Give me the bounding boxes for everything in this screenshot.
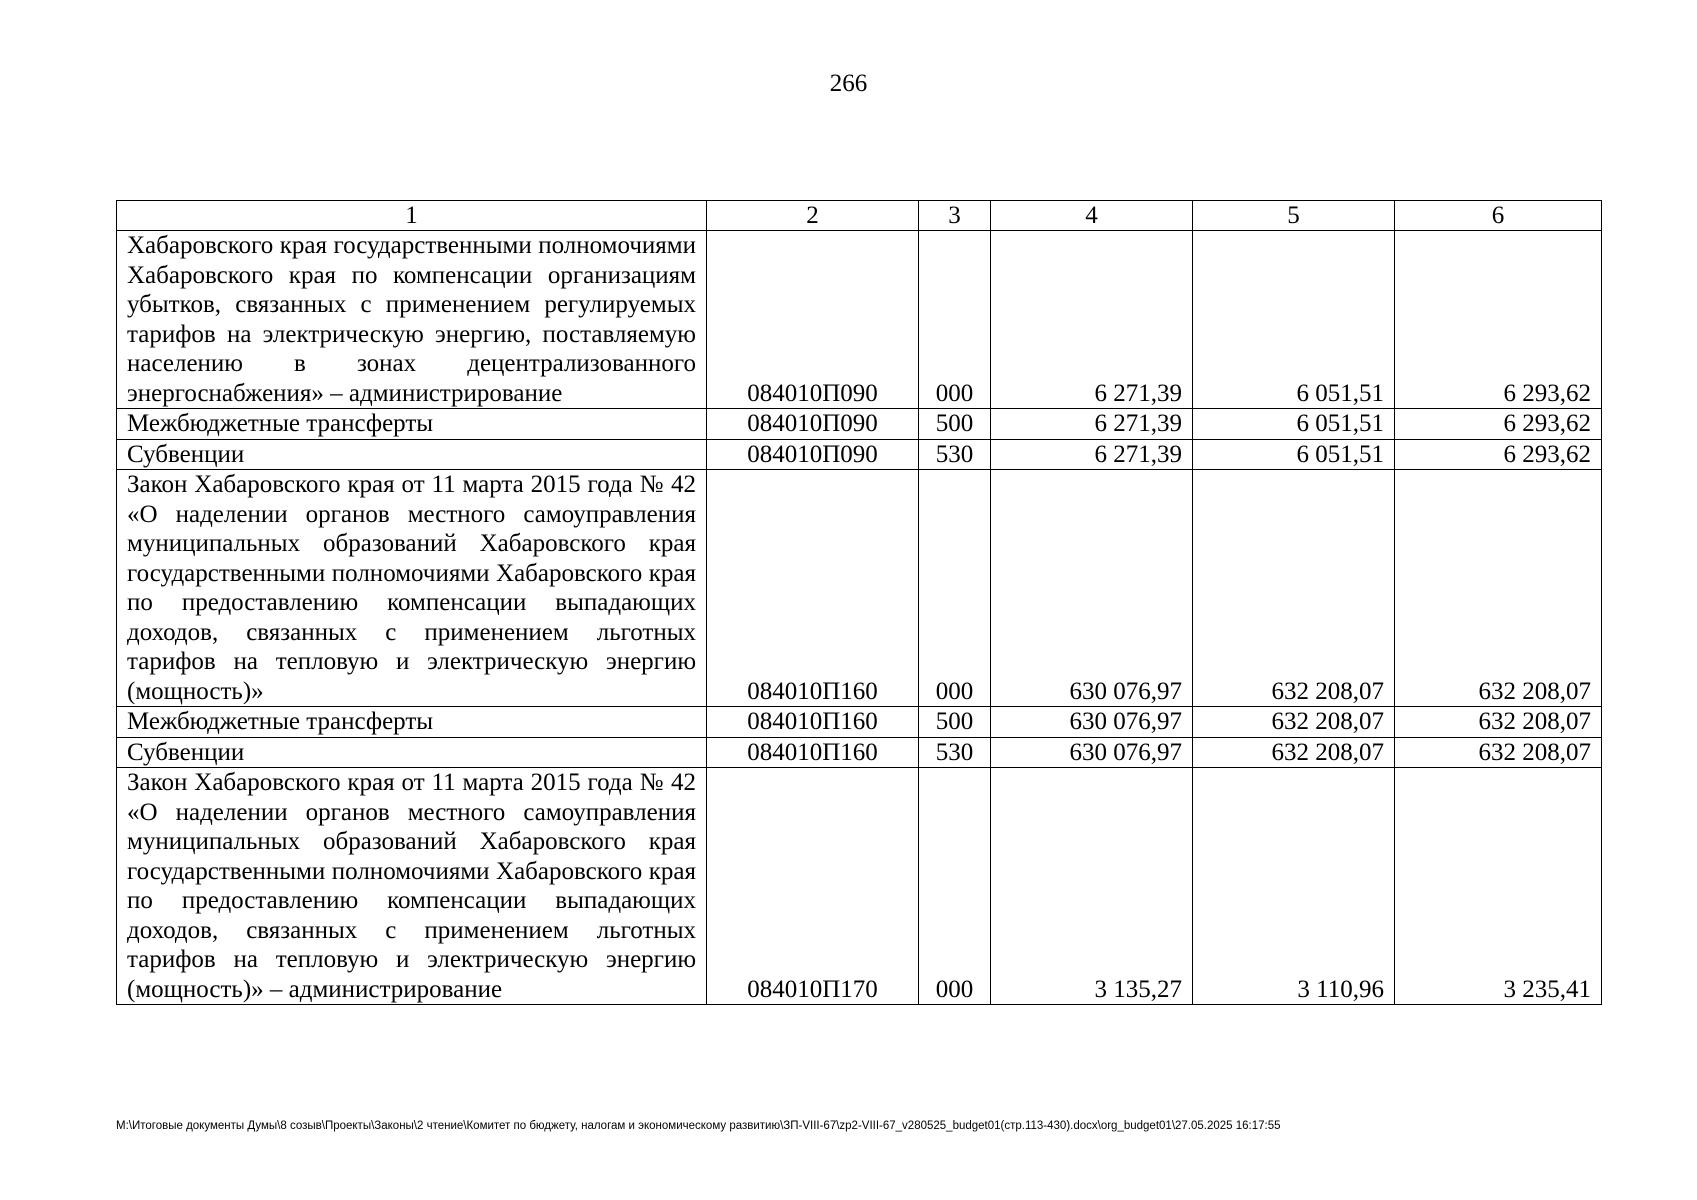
expense-type-code: 000 (919, 470, 991, 707)
budget-table (116, 200, 1602, 1005)
header-cell: 2 (707, 201, 919, 231)
table-row (117, 737, 1602, 768)
expense-type-code: 530 (919, 439, 991, 470)
row-description: Субвенции (117, 737, 707, 768)
amount-col4: 630 076,97 (991, 737, 1193, 768)
row-description: Хабаровского края государственными полномочиями Хабаровского края по компенсации организациям убытков, связанных с применением регулируемых тарифов на электрическую энергию, поставляемую населению в зонах децентрализованного энергоснабжения» – администрирование (117, 231, 707, 409)
target-article-code: 084010П160 (707, 707, 919, 738)
header-cell: 6 (1395, 201, 1602, 231)
target-article-code: 084010П090 (707, 439, 919, 470)
expense-type-code: 000 (919, 231, 991, 409)
amount-col5: 6 051,51 (1193, 231, 1395, 409)
expense-type-code: 500 (919, 409, 991, 440)
page-number: 266 (829, 70, 868, 97)
row-description: Межбюджетные трансферты (117, 409, 707, 440)
row-description: Закон Хабаровского края от 11 марта 2015 года № 42 «О наделении органов местного самоуправления муниципальных образований Хабаровского края государственными полномочиями Хабаровского края по предоставлению компенсации выпадающих доходов, связанных с применением льготных тарифов на тепловую и электрическую энергию (мощность)» – администрирование (117, 768, 707, 1005)
row-description: Закон Хабаровского края от 11 марта 2015 года № 42 «О наделении органов местного самоуправления муниципальных образований Хабаровского края государственными полномочиями Хабаровского края по предоставлению компенсации выпадающих доходов, связанных с применением льготных тарифов на тепловую и электрическую энергию (мощность)» (117, 470, 707, 707)
amount-col4: 630 076,97 (991, 707, 1193, 738)
table-header-row (117, 201, 1602, 231)
table-row (117, 409, 1602, 440)
document-path-footer: M:\Итоговые документы Думы\8 созыв\Проекты\Законы\2 чтение\Комитет по бюджету, налогам и экономическому развитию\ЗП-VIII-67\zp2-VIII-67_v280525_budget01(стр.113-430).docx\org_budget01\27.05.2025 16:17:55 (116, 1120, 1281, 1132)
expense-type-code: 500 (919, 707, 991, 738)
amount-col4: 6 271,39 (991, 231, 1193, 409)
amount-col5: 632 208,07 (1193, 707, 1395, 738)
amount-col4: 630 076,97 (991, 470, 1193, 707)
amount-col6: 6 293,62 (1395, 409, 1602, 440)
expense-type-code: 530 (919, 737, 991, 768)
header-cell: 4 (991, 201, 1193, 231)
table-row (117, 231, 1602, 409)
table-row (117, 470, 1602, 707)
row-description: Субвенции (117, 439, 707, 470)
table-row (117, 768, 1602, 1005)
amount-col5: 6 051,51 (1193, 409, 1395, 440)
amount-col6: 632 208,07 (1395, 737, 1602, 768)
target-article-code: 084010П090 (707, 409, 919, 440)
amount-col6: 6 293,62 (1395, 231, 1602, 409)
amount-col4: 6 271,39 (991, 409, 1193, 440)
target-article-code: 084010П170 (707, 768, 919, 1005)
amount-col4: 3 135,27 (991, 768, 1193, 1005)
amount-col5: 6 051,51 (1193, 439, 1395, 470)
header-cell: 3 (919, 201, 991, 231)
amount-col6: 632 208,07 (1395, 470, 1602, 707)
target-article-code: 084010П160 (707, 470, 919, 707)
amount-col5: 632 208,07 (1193, 470, 1395, 707)
target-article-code: 084010П160 (707, 737, 919, 768)
target-article-code: 084010П090 (707, 231, 919, 409)
header-cell: 5 (1193, 201, 1395, 231)
amount-col4: 6 271,39 (991, 439, 1193, 470)
table-row (117, 439, 1602, 470)
amount-col6: 632 208,07 (1395, 707, 1602, 738)
amount-col6: 3 235,41 (1395, 768, 1602, 1005)
header-cell: 1 (117, 201, 707, 231)
amount-col5: 3 110,96 (1193, 768, 1395, 1005)
row-description: Межбюджетные трансферты (117, 707, 707, 738)
expense-type-code: 000 (919, 768, 991, 1005)
amount-col5: 632 208,07 (1193, 737, 1395, 768)
amount-col6: 6 293,62 (1395, 439, 1602, 470)
table-row (117, 707, 1602, 738)
